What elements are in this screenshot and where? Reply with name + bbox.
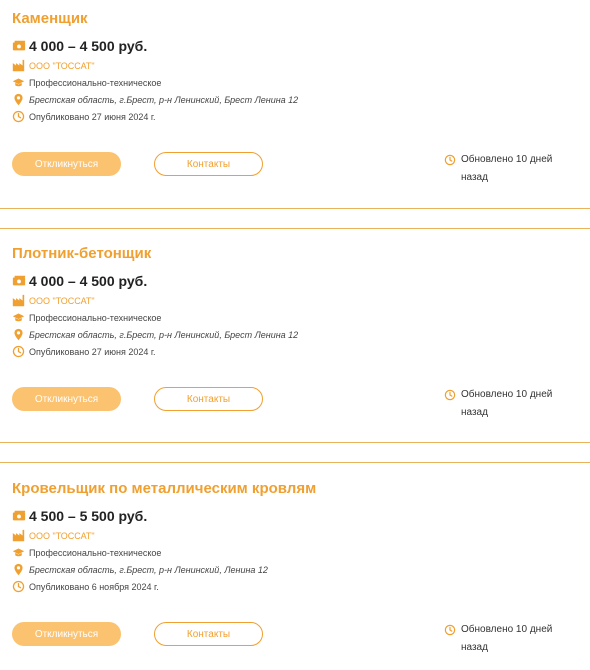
graduation-cap-icon xyxy=(12,311,25,324)
salary xyxy=(12,273,147,289)
factory-icon xyxy=(12,59,25,72)
updated-status xyxy=(444,151,574,187)
education-text: Профессионально-техническое xyxy=(29,77,162,88)
clock-icon xyxy=(444,389,456,401)
divider xyxy=(0,462,590,463)
education xyxy=(12,311,161,324)
education xyxy=(12,546,161,559)
company xyxy=(12,529,95,542)
respond-button[interactable]: Откликнуться xyxy=(12,152,121,176)
location-pin-icon xyxy=(12,328,25,341)
location-pin-icon xyxy=(12,93,25,106)
vacancy-card xyxy=(0,0,590,200)
education-text: Профессионально-техническое xyxy=(29,312,162,323)
company-name[interactable]: ООО "ТОССАТ" xyxy=(29,295,95,306)
factory-icon xyxy=(12,294,25,307)
respond-button[interactable]: Откликнуться xyxy=(12,387,121,411)
company-name[interactable]: ООО "ТОССАТ" xyxy=(29,530,95,541)
graduation-cap-icon xyxy=(12,76,25,89)
salary xyxy=(12,38,147,54)
company xyxy=(12,59,95,72)
clock-icon xyxy=(12,110,25,123)
address-text: Брестская область, г.Брест, р-н Ленинский, Ленина 12 xyxy=(29,564,268,575)
money-icon xyxy=(12,39,26,53)
vacancy-title[interactable]: Плотник-бетонщик xyxy=(12,245,152,262)
vacancy-card xyxy=(0,470,590,670)
graduation-cap-icon xyxy=(12,546,25,559)
contacts-button[interactable]: Контакты xyxy=(154,622,263,646)
location-pin-icon xyxy=(12,563,25,576)
published-text: Опубликовано 27 июня 2024 г. xyxy=(29,346,156,357)
company-name[interactable]: ООО "ТОССАТ" xyxy=(29,60,95,71)
published-date xyxy=(12,345,156,358)
clock-icon xyxy=(12,345,25,358)
vacancy-title[interactable]: Кровельщик по металлическим кровлям xyxy=(12,480,317,497)
updated-status xyxy=(444,621,574,657)
divider xyxy=(0,208,590,209)
address-text: Брестская область, г.Брест, р-н Ленинский, Брест Ленина 12 xyxy=(29,94,299,105)
updated-text: Обновлено 10 дней назад xyxy=(461,389,553,418)
respond-button[interactable]: Откликнуться xyxy=(12,622,121,646)
divider xyxy=(0,442,590,443)
education xyxy=(12,76,161,89)
contacts-button[interactable]: Контакты xyxy=(154,387,263,411)
salary-text: 4 000 – 4 500 руб. xyxy=(29,38,148,54)
clock-icon xyxy=(12,580,25,593)
salary-text: 4 500 – 5 500 руб. xyxy=(29,508,148,524)
published-date xyxy=(12,110,156,123)
published-text: Опубликовано 27 июня 2024 г. xyxy=(29,111,156,122)
salary xyxy=(12,508,147,524)
address-text: Брестская область, г.Брест, р-н Ленинский, Брест Ленина 12 xyxy=(29,329,299,340)
vacancy-card xyxy=(0,235,590,435)
updated-text: Обновлено 10 дней назад xyxy=(461,624,553,653)
clock-icon xyxy=(444,624,456,636)
money-icon xyxy=(12,274,26,288)
company xyxy=(12,294,95,307)
updated-status xyxy=(444,386,574,422)
address xyxy=(12,93,298,106)
clock-icon xyxy=(444,154,456,166)
published-text: Опубликовано 6 ноября 2024 г. xyxy=(29,581,159,592)
updated-text: Обновлено 10 дней назад xyxy=(461,154,553,183)
education-text: Профессионально-техническое xyxy=(29,547,162,558)
published-date xyxy=(12,580,159,593)
divider xyxy=(0,228,590,229)
address xyxy=(12,563,268,576)
contacts-button[interactable]: Контакты xyxy=(154,152,263,176)
address xyxy=(12,328,298,341)
vacancy-title[interactable]: Каменщик xyxy=(12,10,88,27)
money-icon xyxy=(12,509,26,523)
salary-text: 4 000 – 4 500 руб. xyxy=(29,273,148,289)
factory-icon xyxy=(12,529,25,542)
